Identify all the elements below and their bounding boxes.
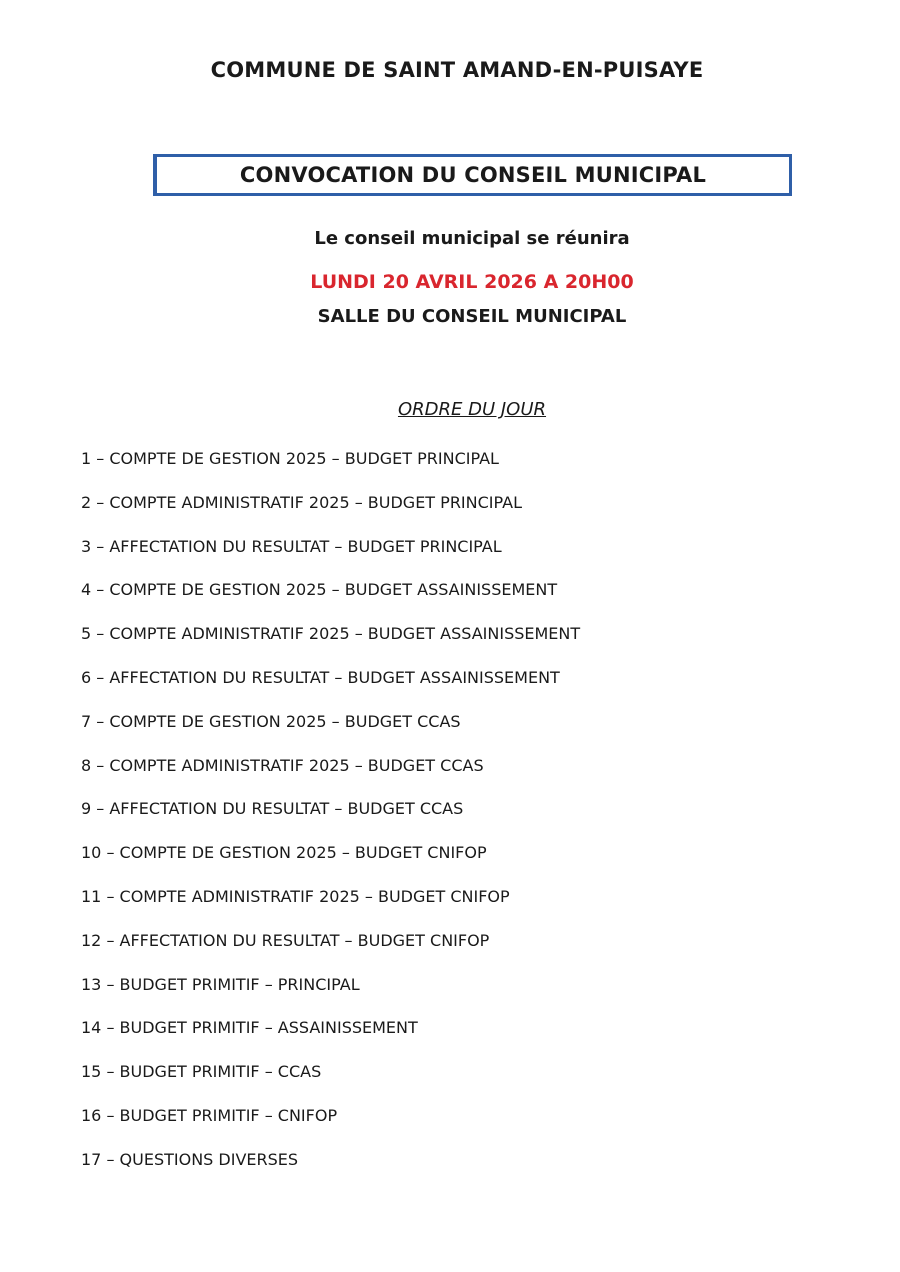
agenda-item: 12 – AFFECTATION DU RESULTAT – BUDGET CNIFOP	[81, 930, 490, 950]
agenda-item: 1 – COMPTE DE GESTION 2025 – BUDGET PRINCIPAL	[81, 449, 499, 468]
agenda-item: 11 – COMPTE ADMINISTRATIF 2025 – BUDGET CNIFOP	[81, 886, 510, 906]
agenda-item: 2 – COMPTE ADMINISTRATIF 2025 – BUDGET PRINCIPAL	[81, 492, 522, 512]
agenda-heading: ORDRE DU JOUR	[397, 399, 547, 420]
agenda-item: 8 – COMPTE ADMINISTRATIF 2025 – BUDGET CCAS	[81, 755, 484, 775]
agenda-item: 6 – AFFECTATION DU RESULTAT – BUDGET ASSAINISSEMENT	[81, 667, 560, 687]
meeting-location: SALLE DU CONSEIL MUNICIPAL	[317, 306, 627, 327]
agenda-item: 13 – BUDGET PRIMITIF – PRINCIPAL	[81, 974, 360, 994]
agenda-item: 5 – COMPTE ADMINISTRATIF 2025 – BUDGET ASSAINISSEMENT	[81, 624, 581, 644]
agenda-item: 17 – QUESTIONS DIVERSES	[81, 1149, 299, 1169]
agenda-item: 3 – AFFECTATION DU RESULTAT – BUDGET PRINCIPAL	[81, 536, 502, 556]
meeting-date: LUNDI 20 AVRIL 2026 A 20H00	[310, 271, 634, 293]
agenda-item: 15 – BUDGET PRIMITIF – CCAS	[81, 1062, 322, 1082]
agenda-item: 16 – BUDGET PRIMITIF – CNIFOP	[81, 1105, 338, 1125]
agenda-list	[81, 449, 580, 1194]
agenda-item: 10 – COMPTE DE GESTION 2025 – BUDGET CNIFOP	[81, 843, 487, 863]
meeting-intro: Le conseil municipal se réunira	[314, 228, 630, 249]
document-title: CONVOCATION DU CONSEIL MUNICIPAL	[239, 163, 707, 187]
agenda-item: 14 – BUDGET PRIMITIF – ASSAINISSEMENT	[81, 1018, 418, 1038]
agenda-item: 4 – COMPTE DE GESTION 2025 – BUDGET ASSAINISSEMENT	[81, 580, 558, 600]
title-box	[153, 154, 792, 196]
agenda-item: 7 – COMPTE DE GESTION 2025 – BUDGET CCAS	[81, 711, 461, 731]
commune-name: COMMUNE DE SAINT AMAND-EN-PUISAYE	[210, 58, 704, 82]
agenda-item: 9 – AFFECTATION DU RESULTAT – BUDGET CCAS	[81, 799, 464, 819]
